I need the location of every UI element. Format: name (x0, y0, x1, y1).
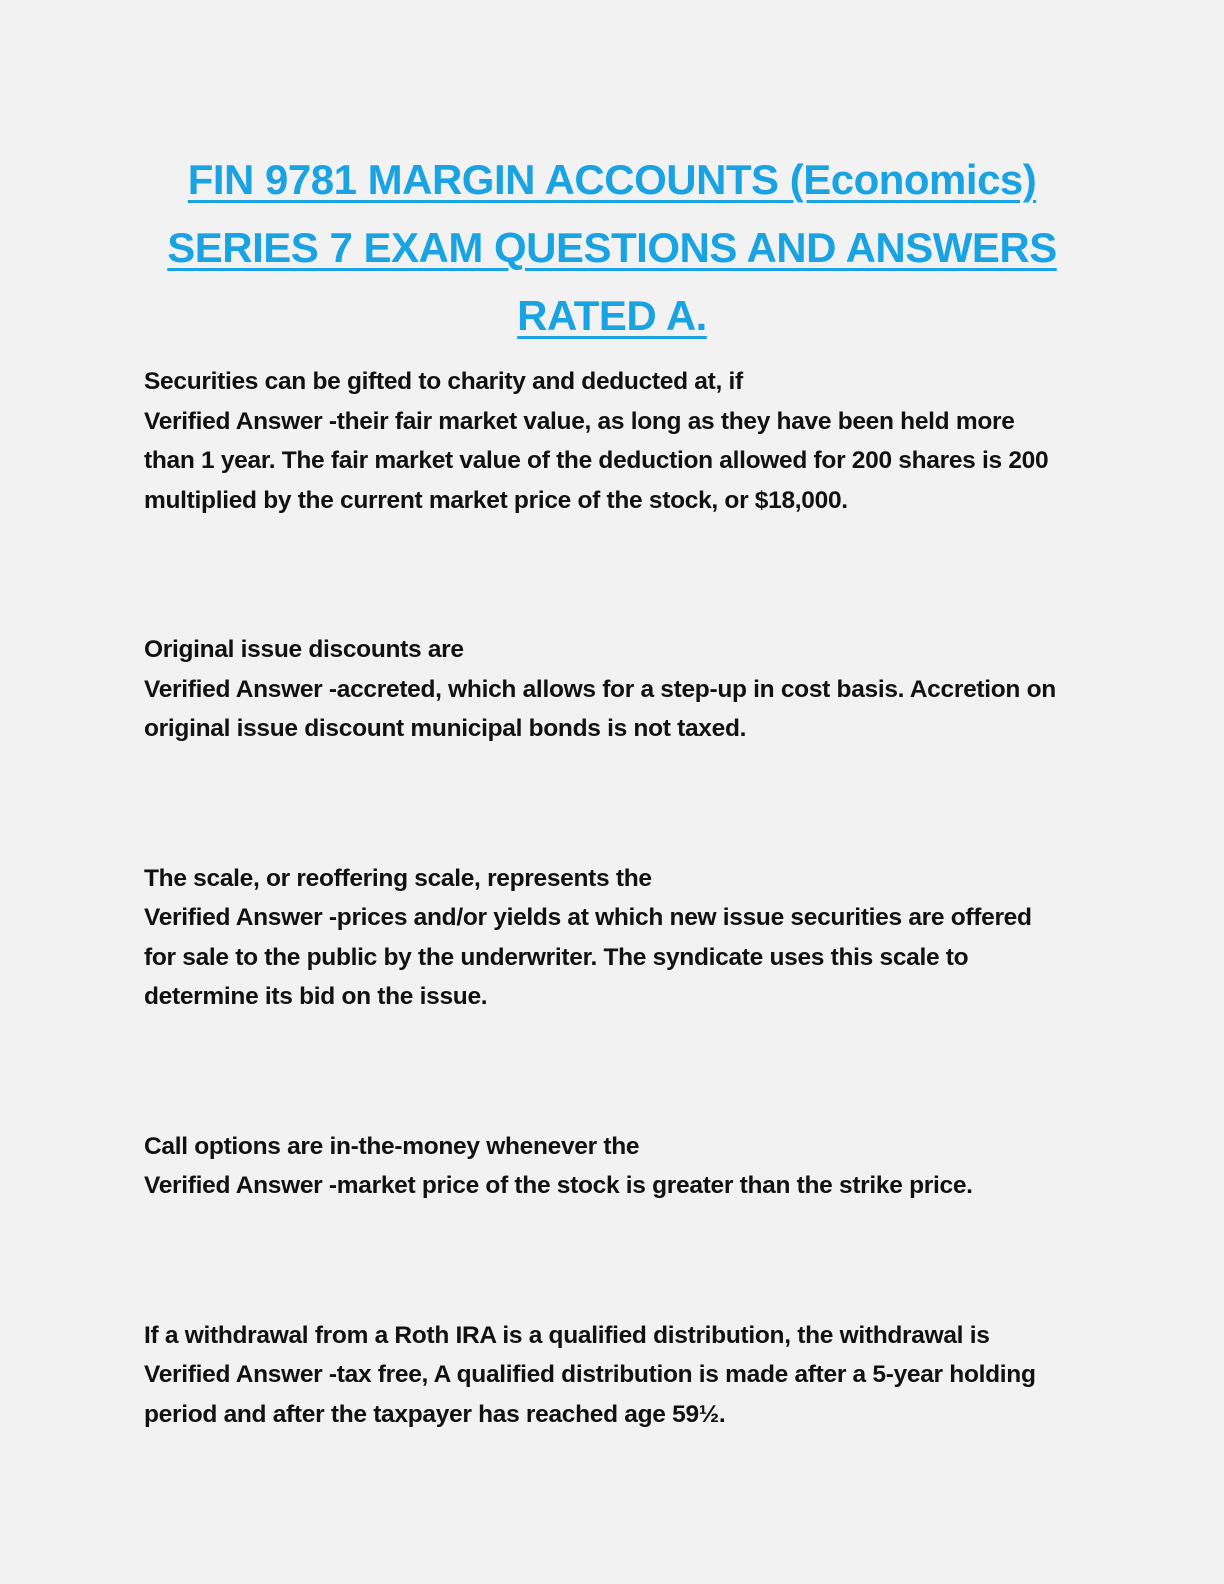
question-text: Original issue discounts are (144, 636, 464, 663)
qa-list (144, 362, 1064, 1434)
answer-text: Verified Answer -accreted, which allows for a step-up in cost basis. Accretion on original issue discount municipal bonds is not taxed. (144, 675, 1056, 742)
qa-item (144, 859, 1064, 1017)
answer-text: Verified Answer -market price of the stock is greater than the strike price. (144, 1172, 973, 1199)
question-text: Call options are in-the-money whenever the (144, 1132, 640, 1160)
answer-text: Verified Answer -their fair market value, as long as they have been held more than 1 year. The fair market value of the deduction allowed for 200 shares is 200 multiplied by the current market price of the stock, or $18,000. (144, 407, 1049, 514)
question-text: The scale, or reoffering scale, represents the (144, 864, 652, 892)
document-title (120, 146, 1104, 350)
qa-item (144, 362, 1064, 520)
question-text: If a withdrawal from a Roth IRA is a qualified distribution, the withdrawal is (144, 1321, 990, 1349)
question-text: Securities can be gifted to charity and deducted at, if (144, 368, 743, 395)
title-line-2: SERIES 7 EXAM QUESTIONS AND ANSWERS (167, 224, 1057, 271)
title-line-1: FIN 9781 MARGIN ACCOUNTS (Economics) (187, 156, 1037, 203)
qa-item (144, 1127, 1064, 1206)
qa-item (144, 630, 1064, 749)
answer-text: Verified Answer -tax free, A qualified distribution is made after a 5-year holding period and after the taxpayer has reached age 59½. (144, 1361, 1036, 1428)
title-line-3: RATED A. (517, 292, 707, 339)
answer-text: Verified Answer -prices and/or yields at which new issue securities are offered for sale to the public by the underwriter. The syndicate uses this scale to determine its bid on the issue. (144, 904, 1032, 1010)
qa-item (144, 1316, 1064, 1435)
